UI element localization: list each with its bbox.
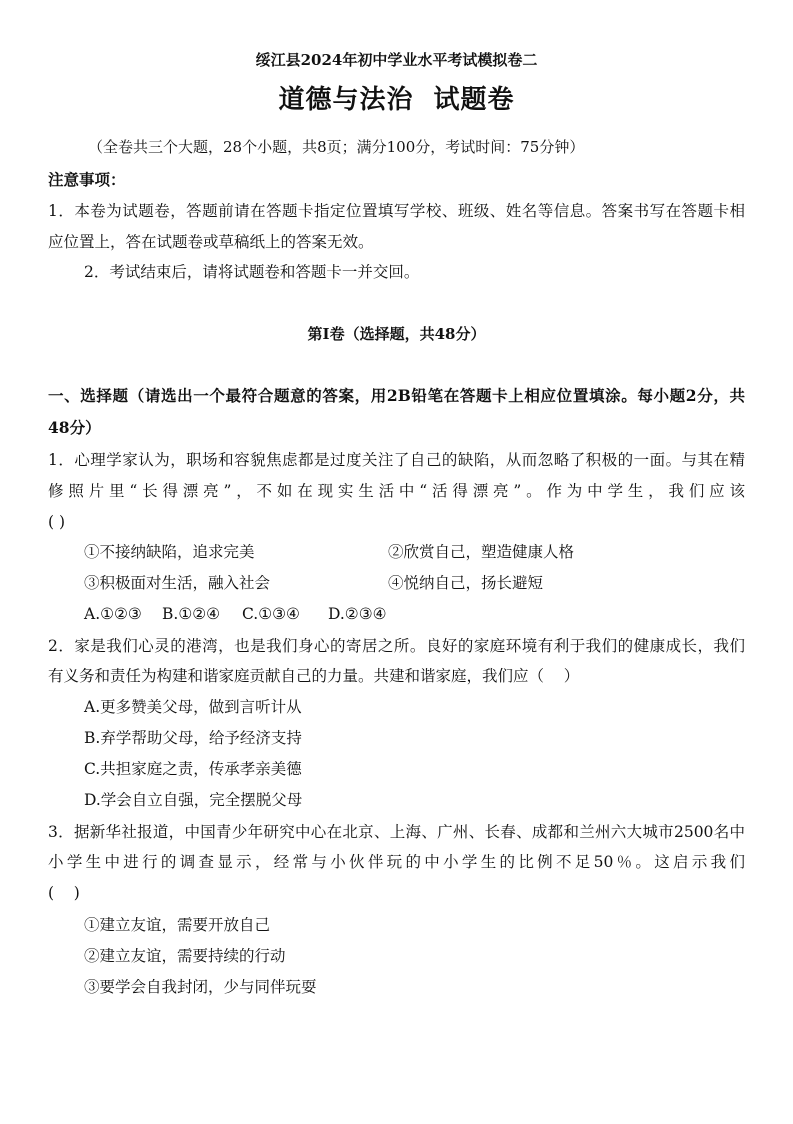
notice-heading: 注意事项： [48, 170, 126, 189]
q1-option-a[interactable]: A.①②③ [84, 605, 142, 623]
q2-option-d[interactable]: D.学会自立自强，完全摆脱父母 [84, 791, 303, 809]
section1-heading-line1: 一、选择题（请选出一个最符合题意的答案，用2B铅笔在答题卡上相应位置填涂。每小题2分，共 [48, 386, 745, 405]
exam-info: （全卷共三个大题，28个小题，共8页；满分100分，考试时间：75分钟） [88, 138, 585, 156]
section1-heading-line2: 48分） [48, 418, 101, 437]
q2-option-c[interactable]: C.共担家庭之责，传承孝亲美德 [84, 760, 302, 778]
q3-item-2: ②建立友谊，需要持续的行动 [84, 947, 286, 965]
exam-line: 绥江县2024年初中学业水平考试模拟卷二 [255, 51, 538, 69]
q3-item-3: ③要学会自我封闭，少与同伴玩耍 [84, 978, 317, 996]
notice-item1-line1: 1．本卷为试题卷，答题前请在答题卡指定位置填写学校、班级、姓名等信息。答案书写在答题卡相 [48, 202, 745, 220]
q3-stem-line3: ( ) [48, 884, 80, 902]
notice-item1-line2: 应位置上，答在试题卷或草稿纸上的答案无效。 [48, 233, 374, 251]
q2-option-a[interactable]: A.更多赞美父母，做到言听计从 [84, 698, 302, 716]
q1-item-3: ③积极面对生活，融入社会 [84, 574, 271, 592]
q2-stem-line2: 有义务和责任为构建和谐家庭贡献自己的力量。共建和谐家庭，我们应（ ） [48, 667, 580, 685]
q1-stem-line3: ( ) [48, 513, 66, 531]
subject-title: 道德与法治 试题卷 [278, 85, 515, 115]
q1-stem-line2: 修照片里“长得漂亮”，不如在现实生活中“活得漂亮”。作为中学生，我们应该 [48, 482, 745, 500]
q1-option-d[interactable]: D.②③④ [328, 605, 387, 623]
q1-item-1: ①不接纳缺陷，追求完美 [84, 543, 255, 561]
q1-options [84, 604, 745, 624]
q3-stem-line1: 3．据新华社报道，中国青少年研究中心在北京、上海、广州、长春、成都和兰州六大城市2500名中 [48, 823, 745, 841]
q1-option-c[interactable]: C.①③④ [242, 605, 300, 623]
q2-stem-line1: 2．家是我们心灵的港湾，也是我们身心的寄居之所。良好的家庭环境有利于我们的健康成长，我们 [48, 637, 745, 655]
notice-item2: 2．考试结束后，请将试题卷和答题卡一并交回。 [84, 263, 420, 281]
q2-option-b[interactable]: B.弃学帮助父母，给予经济支持 [84, 729, 302, 747]
q3-item-1: ①建立友谊，需要开放自己 [84, 916, 271, 934]
part1-title: 第Ⅰ卷（选择题，共48分） [307, 325, 486, 343]
q1-option-b[interactable]: B.①②④ [162, 605, 221, 623]
q3-stem-line2: 小学生中进行的调查显示，经常与小伙伴玩的中小学生的比例不足50％。这启示我们 [48, 853, 745, 871]
q1-item-2: ②欣赏自己，塑造健康人格 [388, 543, 575, 561]
q1-stem-line1: 1．心理学家认为，职场和容貌焦虑都是过度关注了自己的缺陷，从而忽略了积极的一面。与其在精 [48, 451, 745, 469]
q1-item-4: ④悦纳自己，扬长避短 [388, 574, 544, 592]
